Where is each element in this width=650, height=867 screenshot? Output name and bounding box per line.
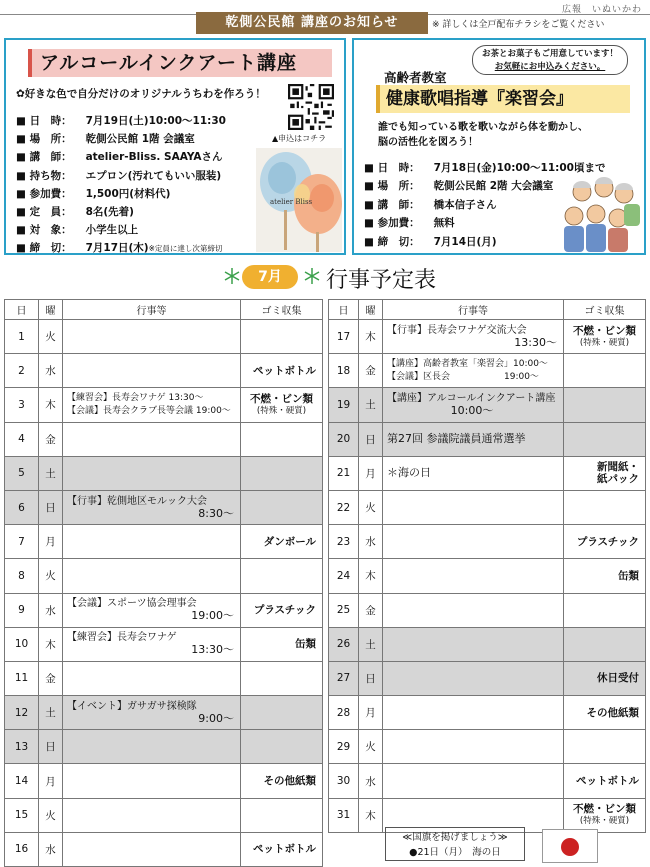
table-row: 7 月 ダンボール [5,525,323,559]
detail-item: ■ 定 員： 8名(先着) [16,205,134,218]
course-box-ink-art [4,38,346,255]
table-row: 3 木 【練習会】長寿会ワナゲ 13:30～ 【会議】長寿会クラブ長等会議 19:00～ 不燃・ビン類 (特殊・硬質) [5,388,323,422]
calendar-table-right [328,299,646,833]
fan-brand-text: atelier Bliss [270,198,313,206]
detail-item: ■ 講 師： 橋本信子さん [364,198,497,211]
flag-notice-title: ≪国旗を掲げましょう≫ [402,832,508,843]
course-description: 誰でも知っている歌を歌いながら体を動かし、 脳の活性化を図ろう！ [378,122,588,148]
table-row: 12 土 【イベント】ガサガサ探検隊 9:00～ [5,696,323,730]
detail-item: ■ 参加費： 1,500円(材料代) [16,187,171,200]
col-weekday: 曜 [39,300,63,320]
flag-notice-date: ●21日（月） 海の日 [409,847,501,858]
col-weekday: 曜 [359,300,383,320]
table-row: 22 火 [329,490,646,524]
table-row: 29 火 [329,730,646,764]
detail-item: ■ 締 切： 7月14日(月) [364,235,497,248]
table-row: 11 金 [5,661,323,695]
table-row: 16 水 ペットボトル [5,832,323,866]
table-row: 23 水 プラスチック [329,525,646,559]
table-row: 30 水 ペットボトル [329,764,646,798]
table-header-row [329,300,646,320]
col-event: 行事等 [383,300,564,320]
course-tagline: ✿好きな色で自分だけのオリジナルうちわを作ろう！ [16,88,266,100]
table-row: 13 日 [5,730,323,764]
table-row: 21 月 ＊海の日 新聞紙・ 紙パック [329,456,646,490]
table-row: 24 木 缶類 [329,559,646,593]
detail-item: ■ 日 時： 7月19日(土)10:00～11:30 [16,115,226,127]
calendar-table-left [4,299,323,867]
table-row: 31 木 不燃・ビン類 (特殊・硬質) [329,798,646,832]
detail-item: ■ 締 切： 7月17日(木)※定員に達し次第締切 [16,242,223,255]
course-title-ink-art: アルコールインクアート講座 [28,49,332,77]
table-row: 25 金 [329,593,646,627]
table-row: 27 日 休日受付 [329,661,646,695]
col-day: 日 [329,300,359,320]
sparkle-icon [302,266,322,286]
detail-item: ■ 講 師： atelier-Bliss. SAAYAさん [16,151,223,164]
detail-item: ■ 場 所： 乾側公民館 1階 会議室 [16,133,195,146]
detail-item: ■ 場 所： 乾側公民館 2階 大会議室 [364,180,554,193]
table-row: 26 土 [329,627,646,661]
qr-code[interactable] [288,84,334,130]
page-title: 乾側公民館 講座のお知らせ [196,12,428,34]
table-row: 15 火 [5,798,323,832]
calendar-heading [222,262,462,292]
running-header: 広報 いぬいかわ [561,5,642,15]
table-row: 9 水 【会議】スポーツ協会理事会 19:00～ プラスチック [5,593,323,627]
table-row: 14 月 その他紙類 [5,764,323,798]
table-row: 5 土 [5,456,323,490]
fan-photo [256,148,342,252]
title-note: ※ 詳しくは全戸配布チラシをご覧ください [432,20,605,30]
detail-item: ■ 持ち物： エプロン(汚れてもいい服装) [16,169,222,182]
table-row: 1 火 [5,320,323,354]
table-row: 28 月 その他紙類 [329,696,646,730]
detail-item: ■ 対 象： 小学生以上 [16,224,139,237]
seniors-illustration [562,174,642,252]
japan-flag-icon [542,829,598,863]
col-event: 行事等 [63,300,241,320]
month-badge: 7月 [242,265,298,289]
callout-line: お気軽にお申込みください。 [494,62,606,72]
course-box-singing [352,38,646,255]
course-details-ink-art [16,112,226,258]
table-row: 19 土 【講座】アルコールインクアート講座 10:00～ [329,388,646,422]
flag-notice [385,827,525,861]
table-row: 17 木 【行事】長寿会ワナゲ交流大会 13:30～ 不燃・ビン類 (特殊・硬質) [329,320,646,354]
callout-line: お茶とお菓子もご用意しています！ [481,49,618,59]
table-row: 2 水 ペットボトル [5,354,323,388]
table-row: 8 火 [5,559,323,593]
table-row: 6 日 【行事】乾側地区モルック大会 8:30～ [5,490,323,524]
calendar-title: 行事予定表 [326,268,437,293]
table-row: 4 金 [5,422,323,456]
detail-item: ■ 日 時： 7月18日(金)10:00～11:00頃まで [364,162,606,174]
sparkle-icon [222,266,242,286]
callout-bubble [472,45,628,75]
table-row: 18 金 【講座】高齢者教室「楽習会」10:00～ 【会議】区長会 19:00～ [329,354,646,388]
col-garbage: ゴミ収集 [564,300,646,320]
col-garbage: ゴミ収集 [241,300,323,320]
table-row: 20 日 第27回 参議院議員通常選挙 [329,422,646,456]
course-subtitle: 高齢者教室 [384,70,447,85]
qr-caption: ▲申込はコチラ [272,134,327,143]
col-day: 日 [5,300,39,320]
detail-item: ■ 参加費： 無料 [364,217,455,230]
course-title-singing: 健康歌唱指導『楽習会』 [376,85,630,113]
table-header-row [5,300,323,320]
table-row: 10 木 【練習会】長寿会ワナゲ 13:30～ 缶類 [5,627,323,661]
